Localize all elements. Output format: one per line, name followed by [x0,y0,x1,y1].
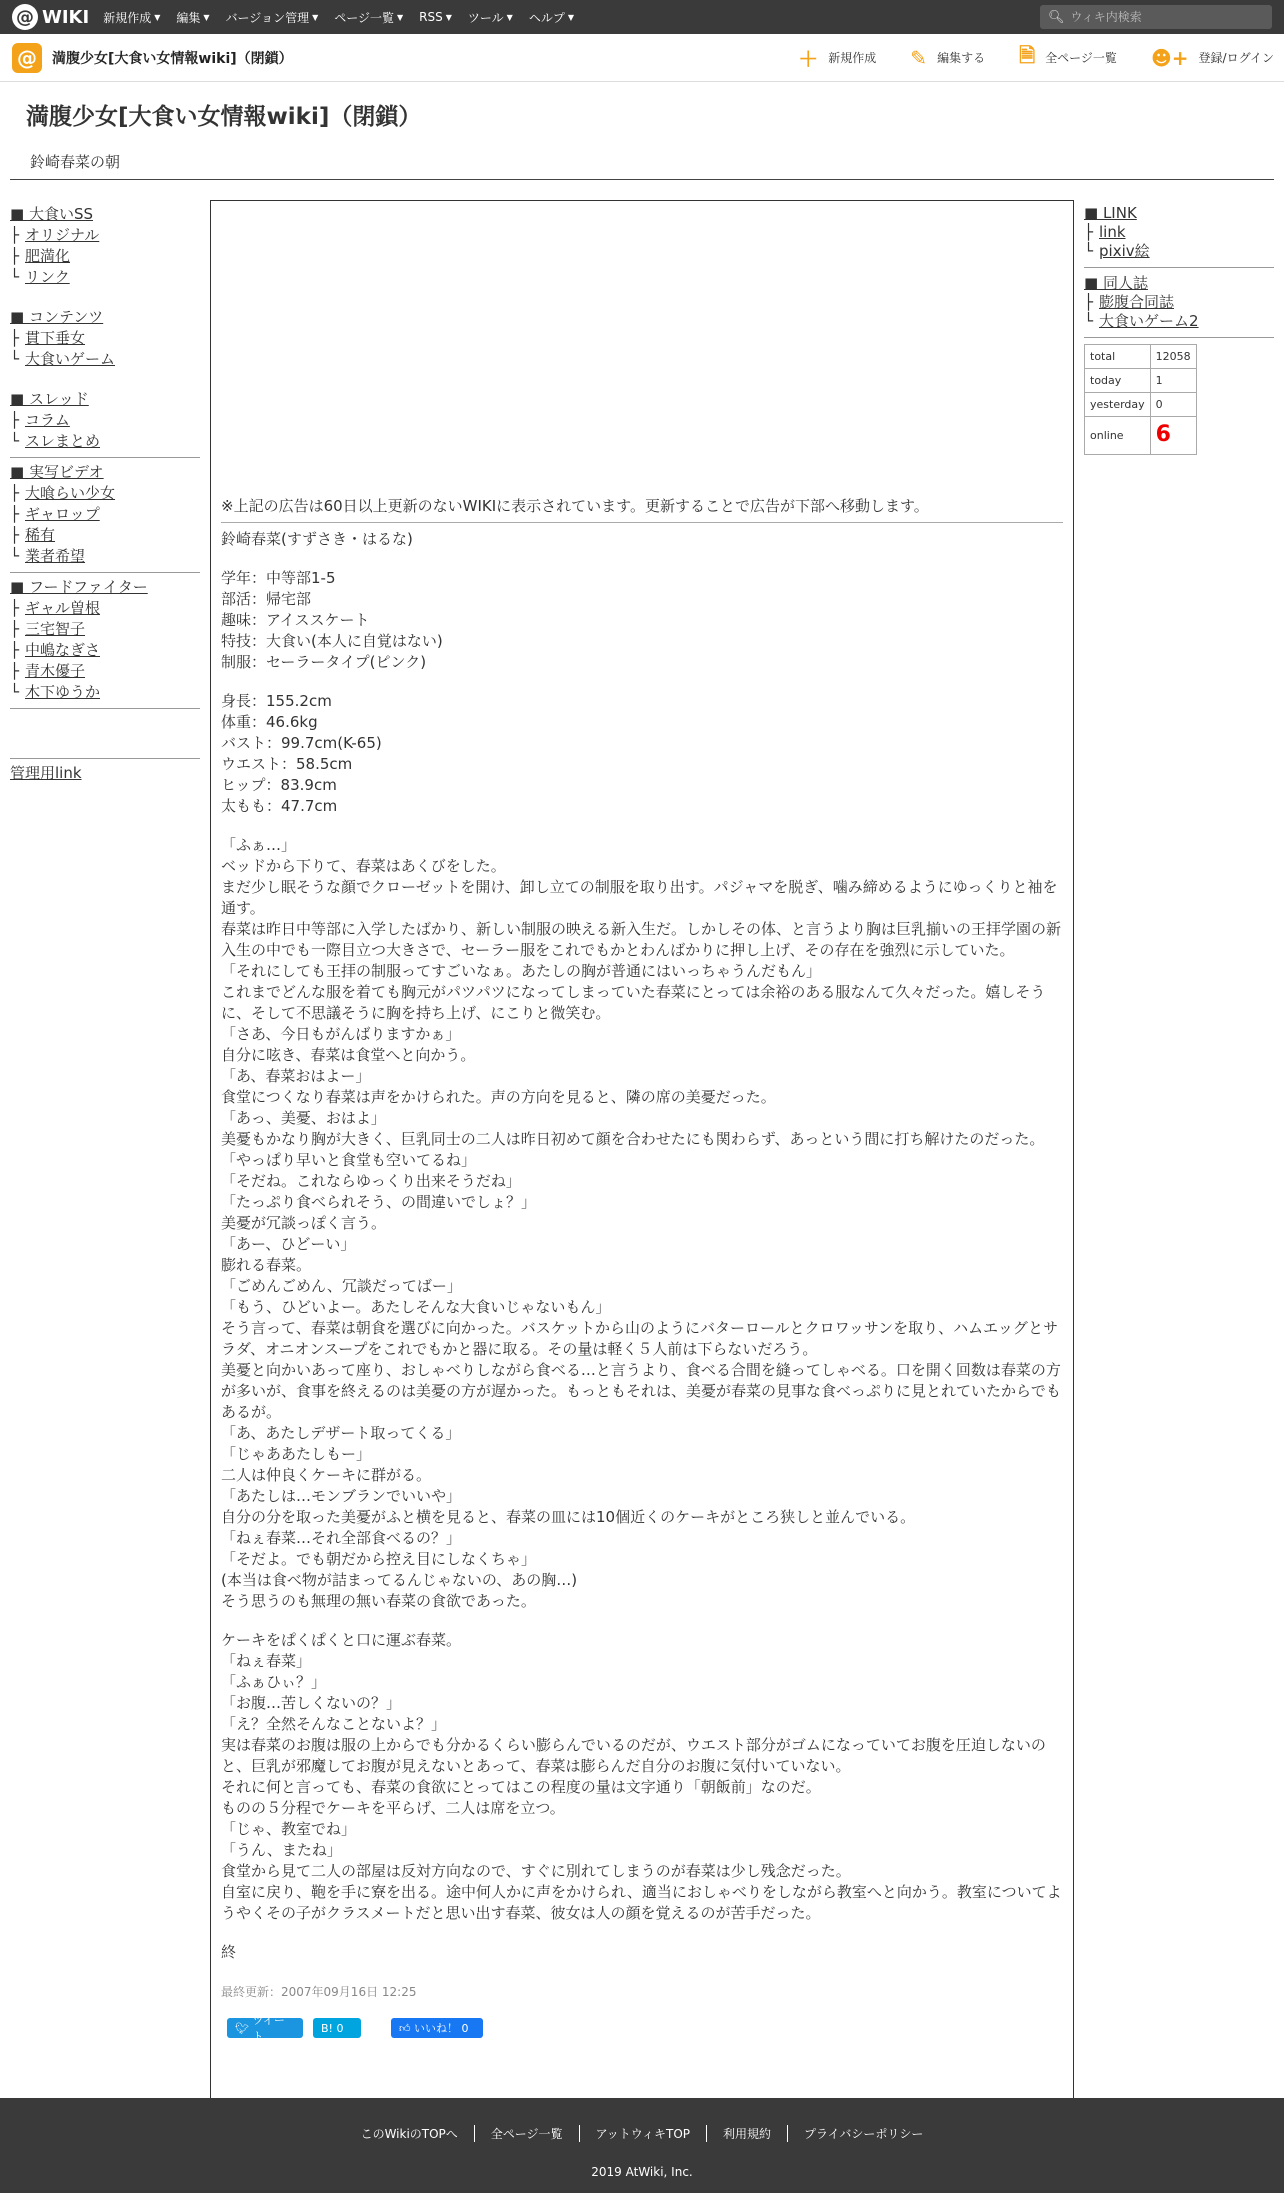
tree-branch-icon: ├ [10,526,20,544]
nav-item [10,483,200,504]
nav-link[interactable]: 業者希望 [25,547,86,565]
new-page-button[interactable] [798,43,876,72]
wiki-name[interactable]: 満腹少女[大食い女情報wiki]（閉鎖） [52,50,293,67]
menu-label: ページ一覧 [334,10,394,25]
nav-section-heading[interactable]: ■ 実写ビデオ [10,463,104,481]
thumbs-up-icon: 👍︎ [399,2021,411,2035]
plus-icon: ＋ [798,47,819,71]
section-divider [10,758,200,759]
nav-item [10,546,200,567]
nav-item [10,225,200,246]
pencil-icon: ✎ [910,45,928,70]
tree-branch-icon: └ [10,268,20,286]
section-divider [10,572,200,573]
nav-link[interactable]: 貫下垂女 [25,329,86,347]
nav-item [10,525,200,546]
tree-branch-icon: └ [10,547,20,565]
tree-branch-icon: ├ [10,599,20,617]
nav-item [10,661,200,682]
tree-branch-icon: ├ [1084,223,1094,241]
action-label: 編集する [937,51,986,65]
nav-item [10,598,200,619]
nav-link[interactable]: ギャル曽根 [25,599,101,617]
footer-link[interactable]: 利用規約 [706,2125,787,2142]
nav-section-heading[interactable]: ■ スレッド [10,390,89,408]
counter-today-value: 1 [1150,369,1196,393]
counter-yesterday-value: 0 [1150,393,1196,417]
page-layout [0,180,1284,2108]
hatena-bookmark-button[interactable] [313,2018,361,2038]
tree-branch-icon: └ [10,683,20,701]
tree-branch-icon: ├ [10,620,20,638]
nav-item [10,431,200,452]
tree-branch-icon: ├ [10,411,20,429]
header-actions [764,41,1274,75]
caret-down-icon: ▼ [445,12,452,22]
left-sidebar [10,204,200,784]
nav-link[interactable]: link [1099,223,1126,241]
nav-item [10,410,200,431]
facebook-like-button[interactable] [391,2018,483,2038]
tree-branch-icon: ├ [1084,293,1094,311]
nav-link[interactable]: 青木優子 [25,662,86,680]
tweet-label: ツイート [252,2014,285,2043]
section-divider [10,708,200,709]
counter-total-label: total [1085,345,1151,369]
edit-button[interactable] [910,46,985,70]
menu-label: 編集 [176,10,201,25]
tree-branch-icon: ├ [10,641,20,659]
nav-link[interactable]: 中嶋なぎさ [25,641,101,659]
menu-label: ツール [467,10,504,25]
nav-item [10,682,200,703]
caret-down-icon: ▼ [397,12,404,22]
nav-link[interactable]: コラム [25,411,70,429]
menu-version[interactable] [226,9,319,26]
atwiki-logo[interactable] [12,4,89,30]
tree-branch-icon: └ [1084,242,1094,260]
nav-section-heading[interactable]: ■ コンテンツ [10,308,104,326]
login-button[interactable] [1151,46,1274,70]
hatena-label: B! 0 [321,2021,344,2035]
article-body [221,523,1063,1963]
caret-down-icon: ▼ [567,12,574,22]
like-label: いいね！ 0 [414,2022,469,2035]
search-input[interactable] [1071,10,1261,24]
tree-branch-icon: └ [10,350,20,368]
menu-label: RSS [419,10,443,24]
nav-section [10,307,200,370]
menu-new[interactable] [103,9,160,26]
section-spacer [10,370,200,389]
search-icon[interactable]: 🔍︎ [1048,9,1065,25]
nav-item [10,328,200,349]
main-content [210,200,1074,2108]
caret-down-icon: ▼ [154,12,161,22]
caret-down-icon: ▼ [203,12,210,22]
nav-item [1084,293,1274,312]
right-sidebar [1084,204,1274,455]
footer-link[interactable]: プライバシーポリシー [787,2125,939,2142]
section-divider [1084,267,1274,268]
nav-section [10,204,200,288]
tree-branch-icon: ├ [10,247,20,265]
nav-item [10,619,200,640]
article-paragraph: 終 [221,1943,237,1961]
menu-help[interactable] [529,9,574,26]
tree-branch-icon: └ [1084,312,1094,330]
nav-link[interactable]: pixiv絵 [1099,242,1150,260]
logo-text: WIKI [42,6,90,28]
social-buttons [221,2014,1063,2043]
counter-yesterday-label: yesterday [1085,393,1151,417]
site-footer [0,2098,1284,2193]
nav-section-heading[interactable]: ■ 大食いSS [10,205,93,223]
menu-label: 新規作成 [103,10,152,25]
page-title: 満腹少女[大食い女情報wiki]（閉鎖） [26,104,422,130]
article-paragraph: 身長：155.2cm 体重：46.6kg バスト：99.7cm(K-65) ウエスト：58.5cm ヒップ：83.9cm 太もも：47.7cm [221,692,382,815]
copyright: 2019 AtWiki, Inc. [591,2165,693,2179]
menu-edit[interactable] [176,9,209,26]
article-paragraph: 「ふぁ…」 ベッドから下りて、春菜はあくびをした。 まだ少し眠そうな顔でクローゼットを開け、卸し立ての制服を取り出す。パジャマを脱ぎ、噛み締めるようにゆっくりと袖を通す。 春菜は昨日中等部に入学したばかり、新しい制服の映える新入生だ。しかしその体、と言うより胸は巨乳揃いの王拝学園の新入生の中でも一際目立つ大きさで、セーラー服をこれでもかとわんばかりに押し上げ、その存在を強烈に示していた。 「それにしても王拝の制服ってすごいなぁ。あたしの胸が普通にはいっちゃうんだもん」 これまでどんな服を着ても胸元がパツパツになってしまっていた春菜にとっては余裕のある服なんて久々だった。嬉しそうに、そして不思議そうに胸を持ち上げ、にこりと微笑む。 「さあ、今日もがんばりますかぁ」 自分に呟き、春菜は食堂へと向かう。 「あ、春菜おはよー」 食堂につくなり春菜は声をかけられた。声の方向を見ると、隣の席の美憂だった。 「あっ、美憂、おはよ」 美憂もかなり胸が大きく、巨乳同士の二人は昨日初めて顔を合わせたにも関わらず、あっという間に打ち解けたのだった。 「やっぱり早いと食堂も空いてるね」 「そだね。これならゆっくり出来そうだね」 「たっぷり食べられそう、の間違いでしょ？」 美憂が冗談っぽく言う。 「あー、ひどーい」 膨れる春菜。 「ごめんごめん、冗談だってばー」 「もう、ひどいよー。あたしそんな大食いじゃないもん」 そう言って、春菜は朝食を選びに向かった。バスケットから山のようにバターロールとクロワッサンを取り、ハムエッグとサラダ、オニオンスープをこれでもかと器に取る。その量は軽く５人前は下らないだろう。 美憂と向かいあって座り、おしゃべりしながら食べる…と言うより、食べる合間を縫ってしゃべる。口を開く回数は春菜の方が多いが、食事を終えるのは美憂の方が遅かった。もっともそれは、美憂が春菜の見事な食べっぷりに見とれていたからでもあるが。 「あ、あたしデザート取ってくる」 「じゃああたしもー」 二人は仲良くケーキに群がる。 「あたしは…モンブランでいいや」 自分の分を取った美憂がふと横を見ると、春菜の皿には10個近くのケーキがところ狭しと並んでいる。 「ねぇ春菜…それ全部食べるの？」 「そだよ。でも朝だから控え目にしなくちゃ」 (本当は食べ物が詰まってるんじゃないの、あの胸…) そう思うのも無理の無い春菜の食欲であった。 [221,836,1062,1610]
last-updated: 最終更新：2007年09月16日 12:25 [221,1985,417,1999]
tree-branch-icon: └ [10,432,20,450]
nav-link[interactable]: 大食いゲーム2 [1099,312,1199,330]
nav-section [10,577,200,703]
footer-link[interactable]: アットウィキTOP [579,2125,706,2142]
nav-section-heading[interactable]: ■ フードファイター [10,578,148,596]
counter-today-label: today [1085,369,1151,393]
nav-item [10,267,200,288]
caret-down-icon: ▼ [506,12,513,22]
menu-rss[interactable] [419,10,452,24]
user-add-icon: ☻+ [1150,45,1189,70]
section-divider [1084,337,1274,338]
counter-online-value: 6 [1155,421,1171,447]
caret-down-icon: ▼ [312,12,319,22]
page-subtitle: 鈴崎春菜の朝 [30,153,121,171]
section-divider [10,457,200,458]
tree-branch-icon: ├ [10,329,20,347]
all-pages-button[interactable] [1019,41,1117,75]
menu-pagelist[interactable] [334,9,403,26]
nav-item [10,640,200,661]
article-paragraph: 学年：中等部1-5 部活：帰宅部 趣味：アイススケート 特技：大食い(本人に自覚はない) 制服：セーラータイプ(ピンク) [221,569,443,671]
ad-space [221,201,1063,495]
access-counter [1084,344,1197,455]
action-label: 全ページ一覧 [1045,51,1117,65]
wiki-header [0,34,1284,82]
nav-link[interactable]: 稀有 [25,526,56,544]
nav-item [1084,312,1274,331]
tree-branch-icon: ├ [10,662,20,680]
article-paragraph: ケーキをぱくぱくと口に運ぶ春菜。 「ねぇ春菜」 「ふぁひぃ？」 「お腹…苦しくないの？」 「え？全然そんなことないよ？」 実は春菜のお腹は服の上からでも分かるくらい膨らんでいるのだが、ウエスト部分がゴムになっていてお腹を圧迫しないのと、巨乳が邪魔してお腹が見えないとあって、春菜は膨らんだ自分のお腹に気付いていない。 それに何と言っても、春菜の食欲にとってはこの程度の量は文字通り「朝飯前」なのだ。 ものの５分程でケーキを平らげ、二人は席を立つ。 「じゃ、教室でね」 「うん、またね」 食堂から見て二人の部屋は反対方向なので、すぐに別れてしまうのが春菜は少し残念だった。 自室に戻り、鞄を手に寮を出る。途中何人かに声をかけられ、適当におしゃべりをしながら教室へと向かう。教室についてようやくその子がクラスメートだと思い出す春菜、彼女は人の顔を覚えるのが苦手だった。 [221,1631,1062,1922]
menu-label: バージョン管理 [225,10,310,25]
nav-link[interactable]: 肥満化 [25,247,71,265]
nav-section [1084,204,1274,261]
nav-section [10,389,200,452]
menu-label: ヘルプ [528,10,565,25]
nav-link[interactable]: 木下ゆうか [25,683,101,701]
counter-online-label: online [1085,417,1151,455]
footer-link[interactable]: 全ページ一覧 [474,2125,579,2142]
tweet-button[interactable] [227,2014,303,2043]
nav-section [1084,274,1274,331]
admin-link[interactable]: 管理用link [10,764,82,782]
nav-link[interactable]: リンク [25,268,70,286]
action-label: 新規作成 [828,51,877,65]
nav-item [10,246,200,267]
footer-links [0,2125,1284,2142]
nav-item [10,349,200,370]
counter-total-value: 12058 [1150,345,1196,369]
section-spacer [10,288,200,307]
at-logo-icon: @ [12,4,38,30]
action-label: 登録/ログイン [1198,51,1274,65]
nav-link[interactable]: スレまとめ [25,432,101,450]
article-paragraph: 鈴崎春菜(すずさき・はるな) [221,530,413,548]
tree-branch-icon: ├ [10,505,20,523]
nav-link[interactable]: オリジナル [25,226,100,244]
nav-section [10,462,200,567]
title-area [0,82,1284,172]
nav-item [1084,242,1274,261]
menu-tools[interactable] [468,9,513,26]
admin-spacer [10,713,200,753]
tree-branch-icon: ├ [10,226,20,244]
twitter-icon: 🐦︎ [235,2021,249,2035]
ad-notice: ※上記の広告は60日以上更新のないWIKIに表示されています。更新することで広告が下部へ移動します。 [221,495,1063,523]
nav-section-heading[interactable]: ■ 同人誌 [1084,274,1148,292]
document-icon: 🗎 [1019,42,1036,67]
nav-link[interactable]: 三宅智子 [25,620,86,638]
nav-section-heading[interactable]: ■ LINK [1084,204,1137,222]
nav-link[interactable]: 大食いゲーム [25,350,116,368]
nav-item [1084,223,1274,242]
nav-link[interactable]: 膨腹合同誌 [1099,293,1175,311]
tree-branch-icon: ├ [10,484,20,502]
global-topbar [0,0,1284,34]
nav-link[interactable]: ギャロップ [25,505,100,523]
search-box [1040,5,1272,29]
wiki-at-icon[interactable]: @ [12,43,42,73]
footer-link[interactable]: このWikiのTOPへ [360,2127,458,2141]
nav-link[interactable]: 大喰らい少女 [25,484,116,502]
nav-item [10,504,200,525]
right-sections [1084,204,1274,338]
